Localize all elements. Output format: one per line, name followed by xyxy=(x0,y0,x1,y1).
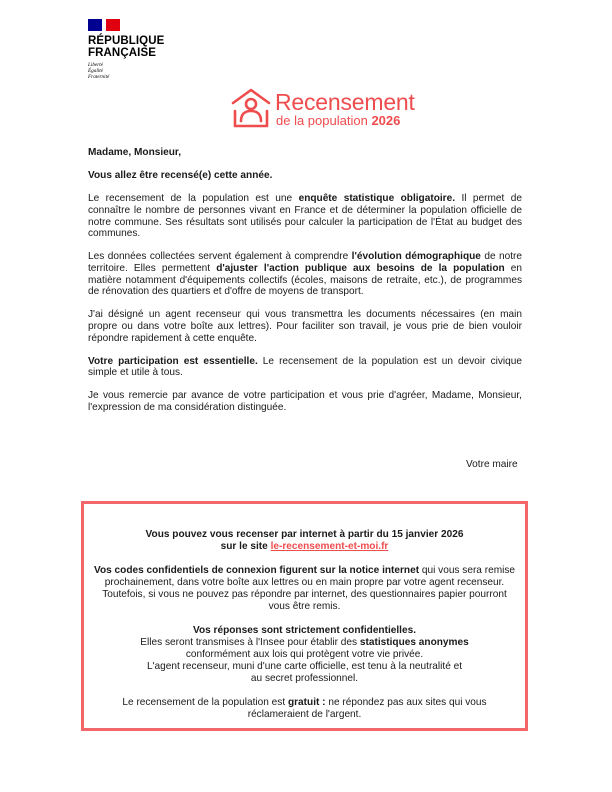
paragraph-2 xyxy=(88,251,522,297)
confidential-text-2: conformément aux lois qui protègent votre vie privée. xyxy=(185,649,424,660)
salutation: Madame, Monsieur, xyxy=(88,147,182,158)
codes-bold: Vos codes confidentiels de connexion figurent sur la notice internet xyxy=(93,565,420,576)
free-text: Le recensement de la population est xyxy=(122,697,288,708)
motto-fraternite: Fraternité xyxy=(88,74,110,80)
confidential-text-3: L'agent recenseur, muni d'une carte officielle, est tenu à la neutralité et xyxy=(146,661,463,672)
paragraph-1 xyxy=(88,193,522,239)
census-logo-year: 2026 xyxy=(371,113,401,128)
census-logo-subtitle-text: de la population xyxy=(276,113,368,128)
free-text-2: ne répondez pas aux sites qui vous réclameraient de l'argent. xyxy=(247,697,487,720)
info-box xyxy=(81,501,528,731)
p2-text-2: de notre territoire. Elles permettent xyxy=(88,251,523,274)
letter-body xyxy=(88,147,522,425)
codes-text: qui vous sera remise prochainement, dans votre boîte aux lettres ou en main propre par votre agent recenseur. Toutefois, si vous ne pouvez pas répondre par internet, des questionnaires papier pourront vous être remis. xyxy=(102,565,516,612)
paragraph-5: Je vous remercie par avance de votre participation et vous prie d'agréer, Madame, Monsieur, l'expression de ma considération distinguée. xyxy=(88,390,522,414)
p4-bold: Votre participation est essentielle. xyxy=(88,355,258,367)
p2-bold-2: d'ajuster l'action publique aux besoins de la population xyxy=(216,262,505,274)
codes-section xyxy=(92,565,517,613)
site-prefix: sur le site xyxy=(220,541,271,552)
motto-egalite: Égalité xyxy=(88,68,103,74)
info-box-content xyxy=(84,529,525,733)
republic-motto xyxy=(88,62,109,80)
internet-section xyxy=(92,529,517,553)
republic-name xyxy=(88,35,164,59)
paragraph-3: J'ai désigné un agent recenseur qui vous transmettra les documents nécessaires (en main propre ou dans votre boîte aux lettres). Pour faciliter son travail, je vous prie de bien vouloir répondre rapidement à cette enquête. xyxy=(88,309,522,344)
p1-text-2: Il permet de connaître le nombre de personnes vivant en France et de déterminer la population officielle de notre commune. Ses résultats sont utilisés pour calculer la participation de l'État au budget des communes. xyxy=(88,193,522,240)
p1-text: Le recensement de la population est une xyxy=(88,193,299,205)
p2-text: Les données collectées servent également à comprendre xyxy=(88,251,352,263)
house-person-icon xyxy=(231,87,271,129)
census-logo xyxy=(231,87,415,132)
census-logo-title: Recensement xyxy=(275,89,415,115)
p4-text: Le recensement de la population est un devoir civique simple et utile à tous. xyxy=(88,355,522,379)
p2-text-3: en matière notamment d'équipements collectifs (écoles, maisons de retraite, etc.), de programmes de rénovation des quartiers et d'offre de moyens de transport. xyxy=(88,262,522,298)
census-logo-subtitle xyxy=(276,114,400,128)
confidential-text-4: au secret professionnel. xyxy=(250,673,359,684)
confidential-title: Vos réponses sont strictement confidentielles. xyxy=(192,625,417,636)
confidential-bold: statistiques anonymes xyxy=(359,637,469,648)
confidential-section xyxy=(92,625,517,685)
republic-name-line1: RÉPUBLIQUE xyxy=(88,35,165,47)
free-section xyxy=(92,697,517,721)
signature: Votre maire xyxy=(466,459,518,470)
census-website-link[interactable]: le-recensement-et-moi.fr xyxy=(270,541,389,552)
motto-liberte: Liberté xyxy=(88,62,103,68)
p1-bold: enquête statistique obligatoire. xyxy=(298,193,456,205)
free-bold: gratuit : xyxy=(287,697,326,708)
internet-line: Vous pouvez vous recenser par internet à partir du 15 janvier 2026 xyxy=(145,529,464,540)
french-flag-icon xyxy=(88,19,120,31)
republic-name-line2: FRANÇAISE xyxy=(88,47,156,59)
paragraph-4 xyxy=(88,356,522,379)
confidential-text: Elles seront transmises à l'Insee pour établir des xyxy=(140,637,360,648)
headline: Vous allez être recensé(e) cette année. xyxy=(88,170,273,182)
p2-bold: l'évolution démographique xyxy=(351,251,481,263)
